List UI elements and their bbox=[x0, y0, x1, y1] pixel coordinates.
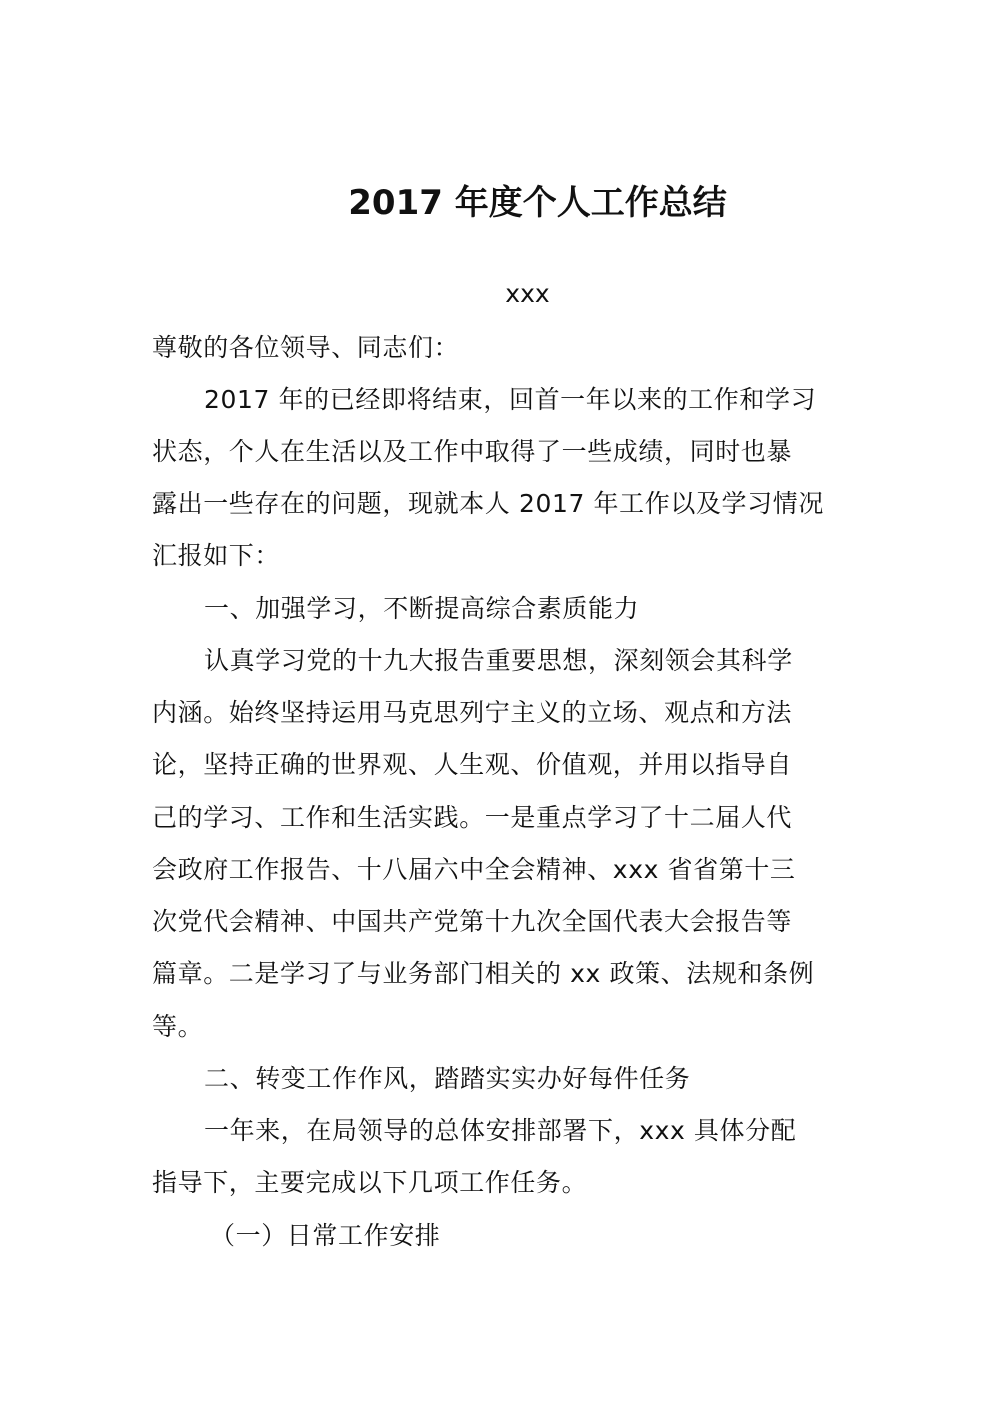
paragraph-line: 一年来，在局领导的总体安排部署下，xxx 具体分配 bbox=[204, 1116, 797, 1145]
paragraph-line: 次党代会精神、中国共产党第十九次全国代表大会报告等 bbox=[152, 907, 793, 936]
paragraph-line: 露出一些存在的问题，现就本人 2017 年工作以及学习情况 bbox=[152, 489, 824, 518]
paragraph-line: 认真学习党的十九大报告重要思想，深刻领会其科学 bbox=[204, 646, 793, 675]
paragraph-line: 状态，个人在生活以及工作中取得了一些成绩，同时也暴 bbox=[152, 437, 793, 466]
paragraph-line: 论，坚持正确的世界观、人生观、价值观，并用以指导自 bbox=[152, 750, 793, 779]
subsection-heading: （一）日常工作安排 bbox=[210, 1221, 441, 1250]
section-heading-2: 二、转变工作作风，踏踏实实办好每件任务 bbox=[204, 1064, 691, 1093]
paragraph-line: 2017 年的已经即将结束，回首一年以来的工作和学习 bbox=[204, 385, 817, 414]
paragraph-line: 等。 bbox=[152, 1012, 204, 1041]
paragraph-line: 内涵。始终坚持运用马克思列宁主义的立场、观点和方法 bbox=[152, 698, 793, 727]
paragraph-line: 己的学习、工作和生活实践。一是重点学习了十二届人代 bbox=[152, 803, 793, 832]
document-title: 2017 年度个人工作总结 bbox=[348, 183, 727, 223]
paragraph-line: 指导下，主要完成以下几项工作任务。 bbox=[152, 1168, 588, 1197]
paragraph-line: 篇章。二是学习了与业务部门相关的 xx 政策、法规和条例 bbox=[152, 959, 815, 988]
section-heading-1: 一、加强学习，不断提高综合素质能力 bbox=[204, 594, 640, 623]
salutation: 尊敬的各位领导、同志们： bbox=[152, 333, 460, 362]
paragraph-line: 汇报如下： bbox=[152, 541, 281, 570]
author-name: xxx bbox=[505, 279, 550, 308]
paragraph-line: 会政府工作报告、十八届六中全会精神、xxx 省省第十三 bbox=[152, 855, 796, 884]
